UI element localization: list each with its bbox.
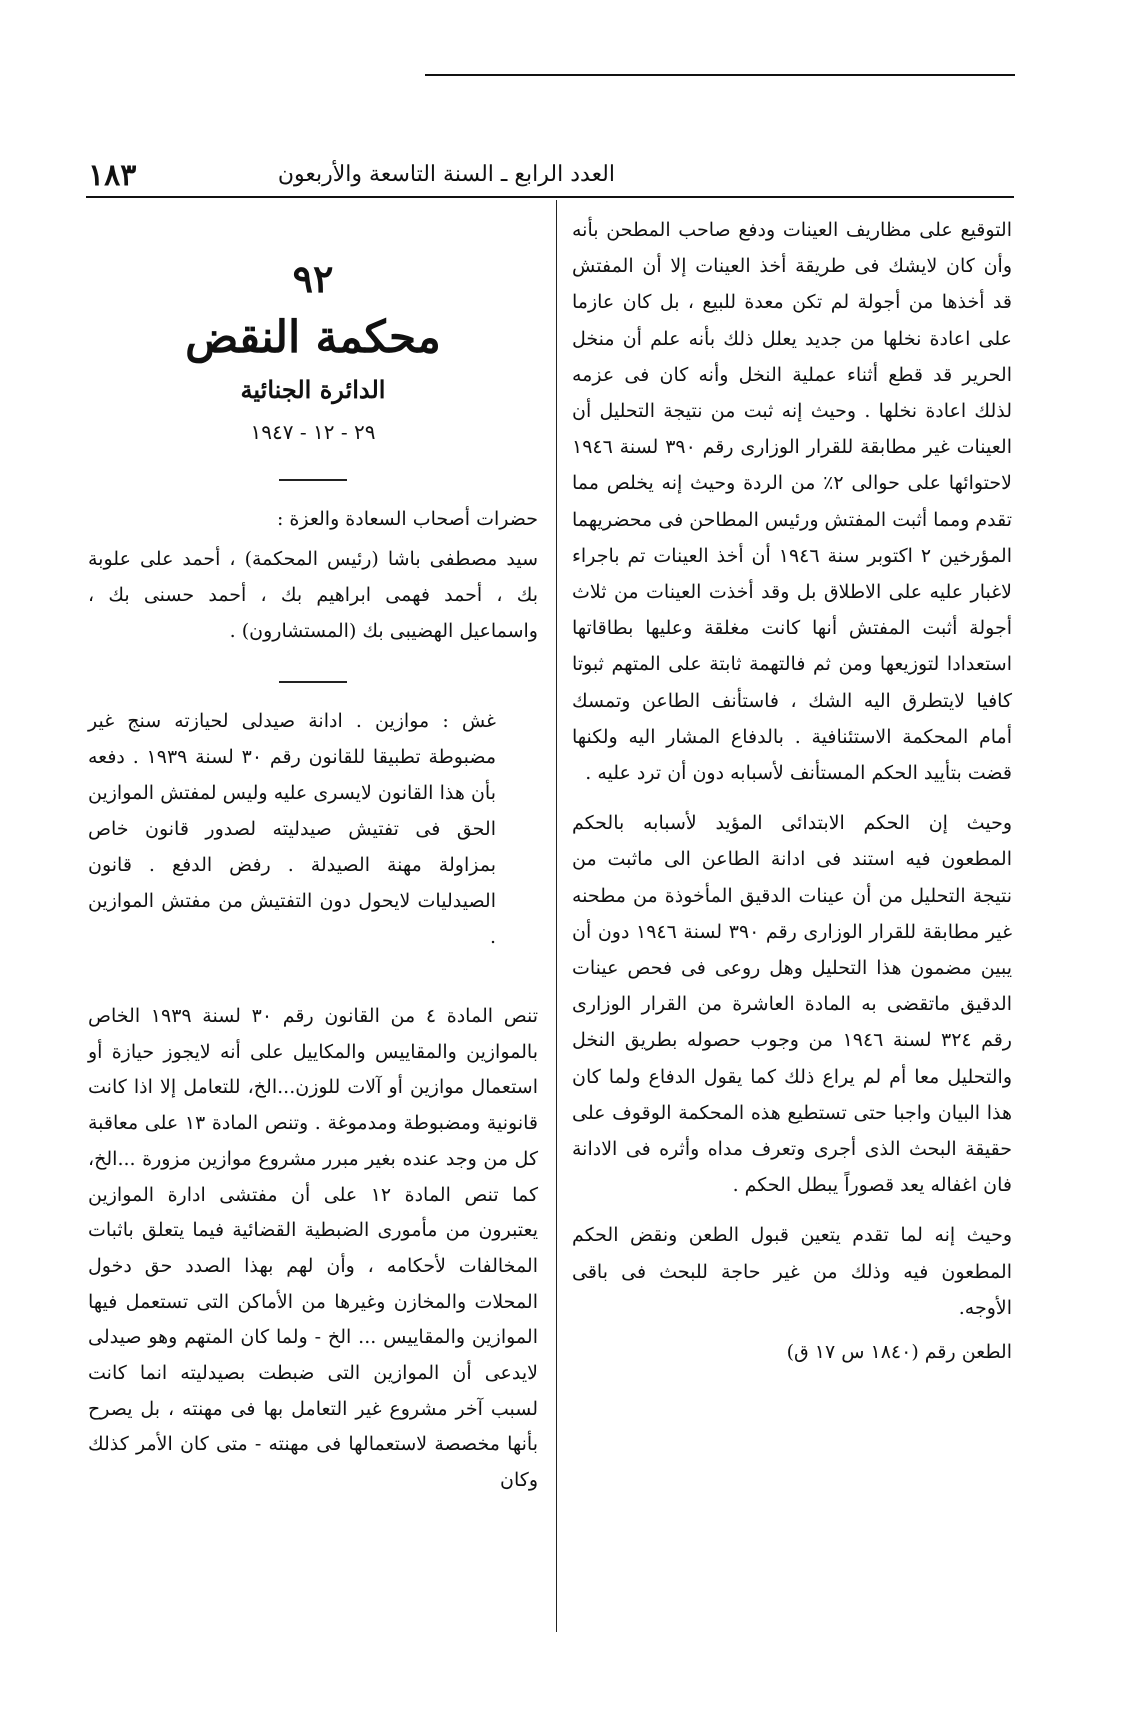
right-column [572, 212, 1012, 1370]
appeal-reference: الطعن رقم (١٨٤٠ س ١٧ ق) [786, 1341, 1012, 1364]
paragraph-1: التوقيع على مظاريف العينات ودفع صاحب المطحن بأنه وأن كان لايشك فى طريقة أخذ العينات إلا أن المفتش قد أخذها من أجولة لم تكن معدة للبيع ، بل كان عازما على اعادة نخلها من جديد يعلل ذلك بأنه علم أن منخل الحرير قد قطع أثناء عملية النخل وأنه كان فى عزمه لذلك اعادة نخلها . وحيث إنه ثبت من نتيجة التحليل أن العينات غير مطابقة للقرار الوزارى رقم ٣٩٠ لسنة ١٩٤٦ لاحتوائها على حوالى ٢٪ من الردة وحيث إنه يخلص مما تقدم ومما أثبت المفتش ورئيس المطاحن فى محضريهما المؤرخين ٢ اكتوبر سنة ١٩٤٦ أن أخذ العينات تم باجراء لاغبار عليه على الاطلاق بل وقد أخذت العينات من ثلاث أجولة أثبت المفتش أنها كانت مغلقة وعليها بطاقاتها استعدادا لتوزيعها ومن ثم فالتهمة ثابتة على المتهم ثبوتا كافيا لايتطرق اليه الشك ، فاستأنف الطاعن وتمسك أمام المحكمة الاستئنافية . بالدفاع المشار اليه ولكنها قضت بتأييد الحكم المستأنف لأسبابه دون أن ترد عليه . [572, 219, 1012, 785]
paragraph-3: وحيث إنه لما تقدم يتعين قبول الطعن ونقض الحكم المطعون فيه وذلك من غير حاجة للبحث فى باقى الأوجه. [572, 1224, 1012, 1319]
running-head: العدد الرابع ـ السنة التاسعة والأربعون [277, 162, 615, 187]
judges-list: سيد مصطفى باشا (رئيس المحكمة) ، أحمد على علوبة بك ، أحمد فهمى ابراهيم بك ، أحمد حسنى بك ، واسماعيل الهضيبى بك (المستشارون) . [88, 548, 538, 642]
header-rule [86, 196, 1014, 198]
left-body-text: تنص المادة ٤ من القانون رقم ٣٠ لسنة ١٩٣٩ الخاص بالموازين والمقاييس والمكاييل على أنه لايجوز حيازة أو استعمال موازين أو آلات للوزن...الخ، للتعامل إلا اذا كانت قانونية ومضبوطة ومدموغة . وتنص المادة ١٣ على معاقبة كل من وجد عنده بغير مبرر مشروع موازين مزورة ...الخ، كما تنص المادة ١٢ على أن مفتشى ادارة الموازين يعتبرون من مأمورى الضبطية القضائية فيما يتعلق باثبات المخالفات لأحكامه ، وأن لهم بهذا الصدد حق دخول المحلات والمخازن وغيرها من الأماكن التى تستعمل فيها الموازين والمقاييس ... الخ - ولما كان المتهم وهو صيدلى لايدعى أن الموازين التى ضبطت بصيدليته انما كانت لسبب آخر مشروع غير التعامل بها فى مهنته ، بل يصرح بأنها مخصصة لاستعمالها فى مهنته - متى كان الأمر كذلك وكان [88, 1005, 538, 1492]
case-summary: غش : موازين . ادانة صيدلى لحيازته سنج غير مضبوطة تطبيقا للقانون رقم ٣٠ لسنة ١٩٣٩ . دفعه بأن هذا القانون لايسرى عليه وليس لمفتش الموازين الحق فى تفتيش صيدليته لصدور قانون خاص بمزاولة مهنة الصيدلة . رفض الدفع . قانون الصيدليات لايحول دون التفتيش من مفتش الموازين . [88, 710, 496, 948]
top-rule [425, 74, 1015, 76]
court-name: محكمة النقض [185, 312, 441, 363]
section-divider [279, 479, 347, 481]
page-number: ١٨٣ [88, 158, 137, 193]
column-divider [556, 200, 557, 1632]
present-label: حضرات أصحاب السعادة والعزة : [276, 508, 538, 530]
circuit-name: الدائرة الجنائية [240, 375, 386, 404]
left-column [88, 255, 538, 1499]
case-number: ٩٢ [292, 256, 334, 301]
paragraph-2: وحيث إن الحكم الابتدائى المؤيد لأسبابه بالحكم المطعون فيه استند فى ادانة الطاعن الى ماثبت من نتيجة التحليل من أن عينات الدقيق المأخوذة من مطحنه غير مطابقة للقرار الوزارى رقم ٣٩٠ لسنة ١٩٤٦ دون أن يبين مضمون هذا التحليل وهل روعى فى فحص عينات الدقيق ماتقضى به المادة العاشرة من القرار الوزارى رقم ٣٢٤ لسنة ١٩٤٦ من وجوب حصوله بطريق النخل والتحليل معا أم لم يراع ذلك كما يقول الدفاع ولما كان هذا البيان واجبا حتى تستطيع هذه المحكمة الوقوف على حقيقة البحث الذى أجرى وتعرف مداه وأثره فى الادانة فان اغفاله يعد قصوراً يبطل الحكم . [572, 812, 1013, 1197]
page-header [88, 158, 1010, 194]
section-divider [279, 681, 347, 683]
ruling-date: ٢٩ - ١٢ - ١٩٤٧ [250, 420, 376, 444]
